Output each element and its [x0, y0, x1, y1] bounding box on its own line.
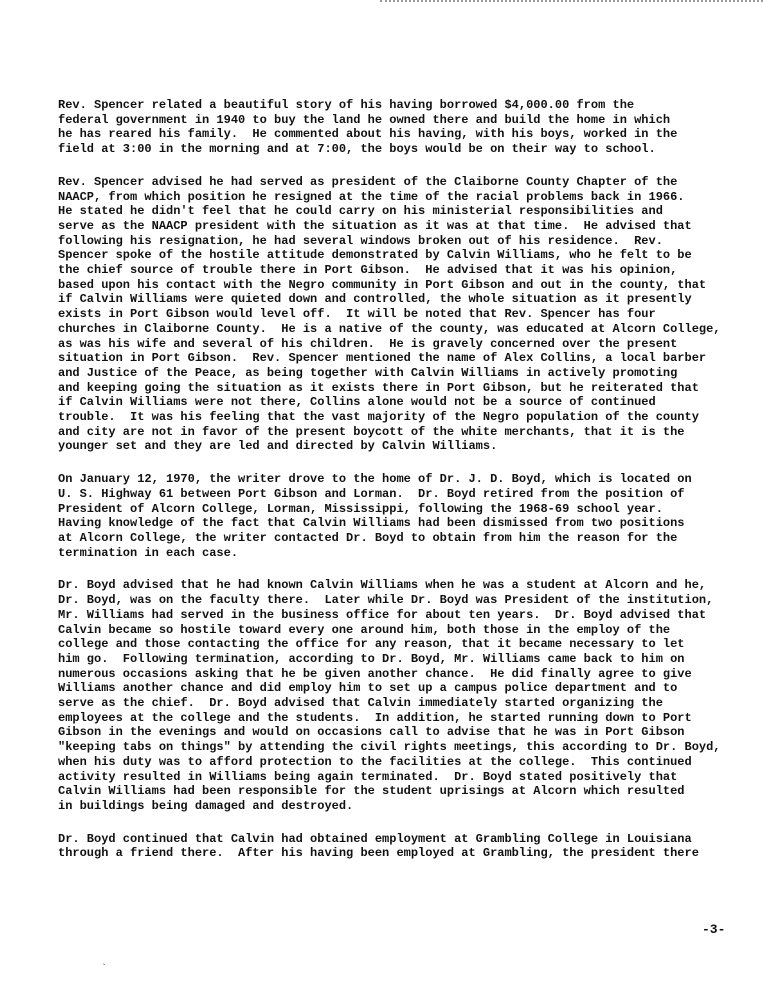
paragraph-spencer-naacp: Rev. Spencer advised he had served as president of the Claiborne County Chapter of the NAACP, from which position he resigned at the time of the racial problems back in 1966. He stated he didn't feel that he could carry on his ministerial responsibilities and serve as the NAACP president with the situation as it was at that time. He advised that following his resignation, he had several windows broken out of his residence. Rev. Spencer spoke of the hostile attitude demonstrated by Calvin Williams, who he felt to be the chief source of trouble there in Port Gibson. He advised that it was his opinion, based upon his contact with the Negro community in Port Gibson and out in the county, that if Calvin Williams were quieted down and controlled, the whole situation as it presently exists in Port Gibson would level off. It will be noted that Rev. Spencer has four churches in Claiborne County. He is a native of the county, was educated at Alcorn College, as was his wife and several of his children. He is gravely concerned over the present situation in Port Gibson. Rev. Spencer mentioned the name of Alex Collins, a local barber and Justice of the Peace, as being together with Calvin Williams in actively promoting and keeping going the situation as it exists there in Port Gibson, but he reiterated that if Calvin Williams were not there, Collins alone would not be a source of continued trouble. It was his feeling that the vast majority of the Negro population of the county and city are not in favor of the present boycott of the white merchants, that it is the younger set and they are led and directed by Calvin Williams.	[58, 174, 721, 454]
top-dotted-rule	[380, 0, 763, 8]
stray-mark: `	[101, 964, 108, 975]
document-body	[58, 98, 753, 879]
page-number: -3-	[702, 922, 726, 937]
paragraph-boyd-grambling: Dr. Boyd continued that Calvin had obtained employment at Grambling College in Louisiana through a friend there. After his having been employed at Grambling, the president there	[58, 831, 699, 861]
paragraph-spencer-loan: Rev. Spencer related a beautiful story of his having borrowed $4,000.00 from the federal government in 1940 to buy the land he owned there and build the home in which he has reared his family. He commented about his having, with his boys, worked in the field at 3:00 in the morning and at 7:00, the boys would be on their way to school.	[58, 98, 678, 157]
paragraph-boyd-visit: On January 12, 1970, the writer drove to the home of Dr. J. D. Boyd, which is located on U. S. Highway 61 between Port Gibson and Lorman. Dr. Boyd retired from the position of President of Alcorn College, Lorman, Mississippi, following the 1968-69 school year. Having knowledge of the fact that Calvin Williams had been dismissed from two positions at Alcorn College, the writer contacted Dr. Boyd to obtain from him the reason for the termination in each case.	[58, 472, 692, 560]
paragraph-boyd-williams: Dr. Boyd advised that he had known Calvin Williams when he was a student at Alcorn and he, Dr. Boyd, was on the faculty there. Later while Dr. Boyd was President of the institution, Mr. Williams had served in the business office for about ten years. Dr. Boyd advised that Calvin became so hostile toward every one around him, both those in the employ of the college and those contacting the office for any reason, that it became necessary to let him go. Following termination, according to Dr. Boyd, Mr. Williams came back to him on numerous occasions asking that he be given another chance. He did finally agree to give Williams another chance and did employ him to set up a campus police department and to serve as the chief. Dr. Boyd advised that Calvin immediately started organizing the employees at the college and the students. In addition, he started running down to Port Gibson in the evenings and would on occasions call to advise that he was in Port Gibson "keeping tabs on things" by attending the civil rights meetings, this according to Dr. Boyd, when his duty was to afford protection to the facilities at the college. This continued activity resulted in Williams being again terminated. Dr. Boyd stated positively that Calvin Williams had been responsible for the student uprisings at Alcorn which resulted in buildings being damaged and destroyed.	[58, 578, 721, 813]
